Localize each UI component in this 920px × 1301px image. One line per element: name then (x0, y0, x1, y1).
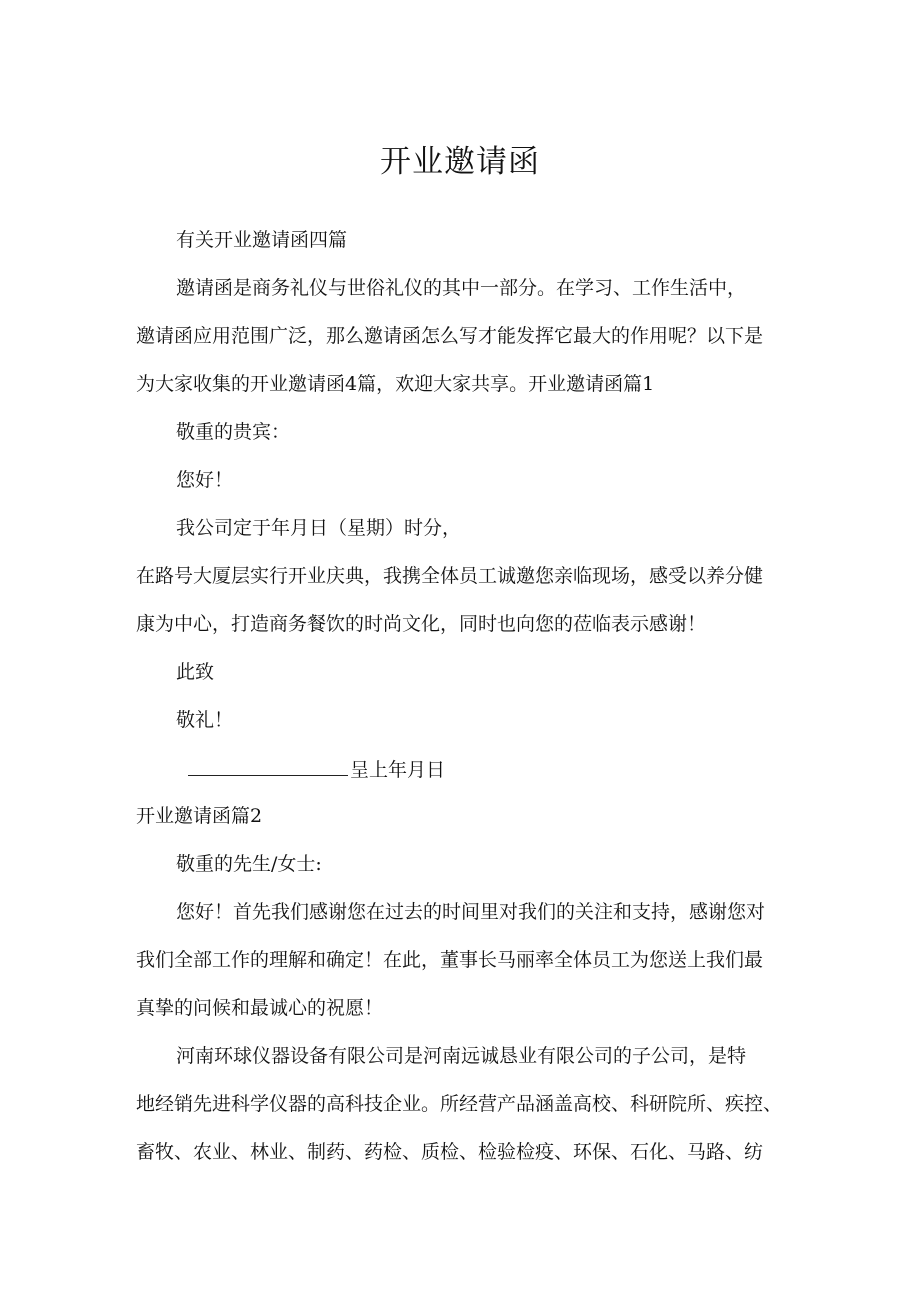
paragraph-line: 河南环球仪器设备有限公司是河南远诚恳业有限公司的子公司，是特 (176, 1045, 747, 1067)
subtitle-line: 有关开业邀请函四篇 (176, 229, 348, 251)
greeting-line: 您好！ (176, 469, 234, 491)
paragraph-line: 邀请函是商务礼仪与世俗礼仪的其中一部分。在学习、工作生活中， (176, 277, 747, 299)
paragraph-line: 邀请函应用范围广泛，那么邀请函怎么写才能发挥它最大的作用呢？以下是 (136, 325, 764, 347)
closing-line: 此致 (176, 661, 215, 683)
paragraph-line: 畜牧、农业、林业、制药、药检、质检、检验检疫、环保、石化、马路、纺 (136, 1141, 764, 1163)
section-heading: 开业邀请函篇2 (136, 805, 263, 827)
paragraph-line: 在路号大厦层实行开业庆典，我携全体员工诚邀您亲临现场，感受以养分健 (136, 565, 764, 587)
paragraph-line: 真挚的问候和最诚心的祝愿！ (136, 997, 384, 1019)
salutation-line: 敬重的贵宾： (176, 421, 291, 443)
signature-line (188, 755, 848, 784)
salutation-line: 敬重的先生/女士: (176, 853, 322, 875)
signature-text: 呈上年月日 (350, 759, 446, 781)
paragraph-line: 为大家收集的开业邀请函4篇，欢迎大家共享。开业邀请函篇1 (136, 373, 655, 395)
paragraph-line: 您好！首先我们感谢您在过去的时间里对我们的关注和支持，感谢您对 (176, 901, 766, 923)
paragraph-line: 我们全部工作的理解和确定！在此，董事长马丽率全体员工为您送上我们最 (136, 949, 764, 971)
closing-line: 敬礼！ (176, 709, 234, 731)
paragraph-line: 地经销先进科学仪器的高科技企业。所经营产品涵盖高校、科研院所、疾控、 (136, 1093, 783, 1115)
paragraph-line: 康为中心，打造商务餐饮的时尚文化，同时也向您的莅临表示感谢！ (136, 613, 707, 635)
document-title: 开业邀请函 (380, 144, 540, 180)
signature-blank (188, 755, 348, 776)
paragraph-line: 我公司定于年月日（星期）时分， (176, 517, 462, 539)
